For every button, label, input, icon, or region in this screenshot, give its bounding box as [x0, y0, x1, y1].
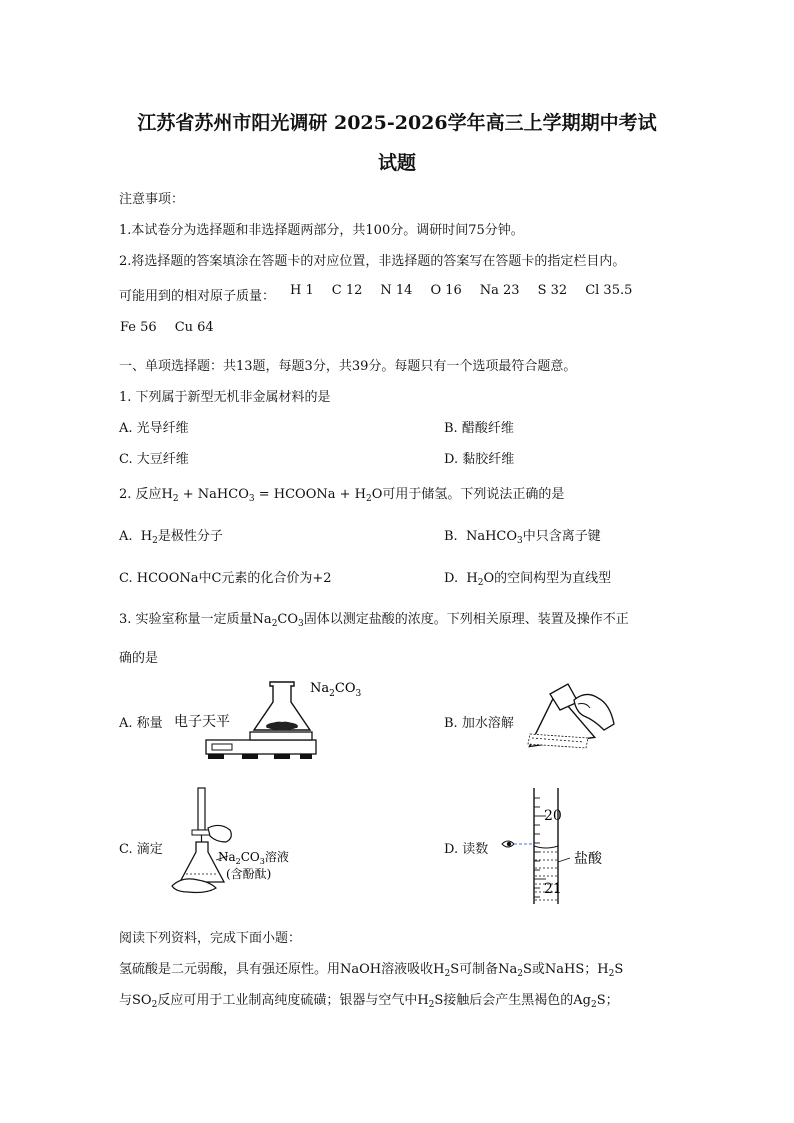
atomic-mass-label: 可能用到的相对原子质量： [119, 289, 276, 304]
notice-item-2: 2.将选择题的答案填涂在答题卡的对应位置，非选择题的答案写在答题卡的指定栏目内。 [119, 254, 626, 269]
q2-option-d: D. $H_2O$的空间构型为直线型 [444, 571, 612, 588]
q3-stem-line2: 确的是 [119, 651, 159, 666]
notice-item-1: 1.本试卷分为选择题和非选择题两部分，共100分。调研时间75分钟。 [119, 223, 524, 238]
na2co3-label: $Na_2CO_3$ [310, 681, 362, 699]
reading-line-2: 与$SO_2$反应可用于工业制高纯度硫磺；银器与空气中$H_2S$接触后会产生黑褐色的$Ag_2S$； [119, 993, 619, 1010]
figure-dissolve [520, 680, 620, 760]
q2-option-a: A. $H_2$是极性分子 [119, 529, 223, 546]
mass-item: H 1 [290, 283, 314, 298]
q2-option-b: B. NaHCO$_3$中只含离子键 [444, 529, 601, 546]
balance-label: 电子天平 [174, 714, 230, 730]
mass-item: S 32 [537, 283, 568, 298]
hydrochloric-acid-label: 盐酸 [574, 851, 602, 867]
reading-line-1: 氢硫酸是二元弱酸，具有强还原性。用NaOH溶液吸收$H_2S$可制备$Na_2S$或NaHS；$H_2S$ [119, 962, 624, 979]
q3-option-b: B. 加水溶解 [444, 716, 514, 731]
page-title: 江苏省苏州市阳光调研 2025-2026学年高三上学期期中考试 [137, 112, 657, 134]
q2-formula: $H_2$ + NaHCO$_3$ = HCOONa + $H_2O$ [161, 487, 383, 504]
mass-item: Na 23 [479, 283, 520, 298]
mass-item: Fe 56 [120, 320, 157, 335]
q2-option-c: C. HCOONa中C元素的化合价为+2 [119, 571, 332, 586]
burette-mark-21: 21 [544, 881, 562, 897]
indicator-label: (含酚酞) [226, 867, 272, 881]
q3-option-a: A. 称量 [119, 716, 163, 731]
reading-intro: 阅读下列资料，完成下面小题： [119, 931, 302, 946]
q2-stem: 2. 反应$H_2$ + NaHCO$_3$ = HCOONa + $H_2O$可用于储氢。下列说法正确的是 [119, 487, 565, 504]
section-heading: 一、单项选择题：共13题，每题3分，共39分。每题只有一个选项最符合题意。 [119, 359, 577, 374]
q3-option-d: D. 读数 [444, 842, 489, 857]
notice-heading: 注意事项： [119, 192, 185, 207]
q1-option-b: B. 醋酸纤维 [444, 421, 514, 436]
q1-option-a: A. 光导纤维 [119, 421, 189, 436]
mass-item: O 16 [430, 283, 462, 298]
q3-stem: 3. 实验室称量一定质量$Na_2CO_3$固体以测定盐酸的浓度。下列相关原理、装置及操作不正 [119, 612, 629, 629]
figure-titration [168, 786, 308, 901]
atomic-mass-row-2 [120, 320, 214, 335]
q1-option-d: D. 黏胶纤维 [444, 452, 515, 467]
mass-item: Cu 64 [174, 320, 214, 335]
figure-reading [494, 786, 624, 906]
mass-item: C 12 [331, 283, 363, 298]
q1-stem: 1. 下列属于新型无机非金属材料的是 [119, 390, 331, 405]
q1-option-c: C. 大豆纤维 [119, 452, 189, 467]
burette-mark-20: 20 [544, 808, 562, 824]
mass-item: Cl 35.5 [585, 283, 633, 298]
q3-option-c: C. 滴定 [119, 842, 163, 857]
mass-item: N 14 [380, 283, 413, 298]
atomic-mass-row-1 [290, 283, 632, 298]
figure-balance [170, 676, 370, 766]
titration-solution-label: $Na_2CO_3$溶液 [218, 850, 289, 866]
page-title-line2: 试题 [377, 152, 416, 174]
